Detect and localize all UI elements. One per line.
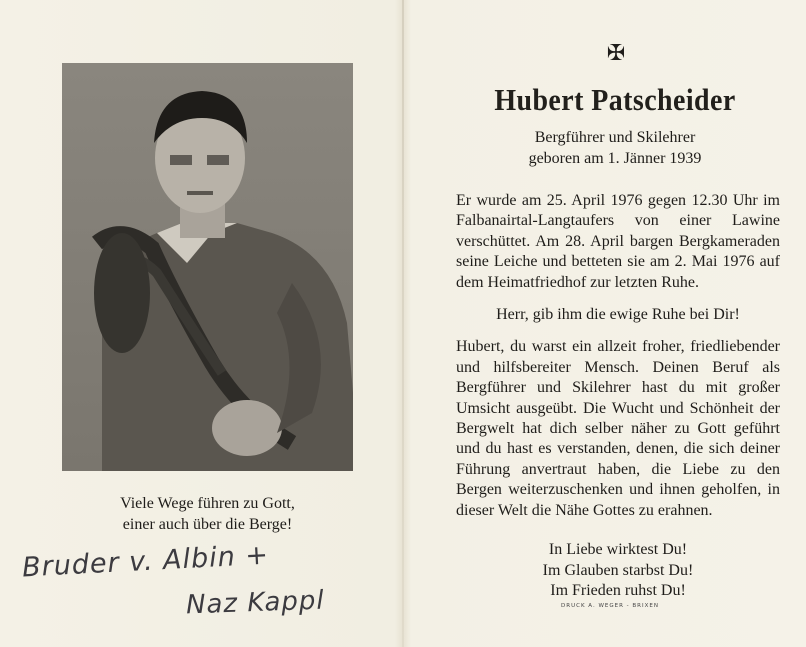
closing-verse bbox=[456, 540, 780, 602]
caption-line-2: einer auch über die Berge! bbox=[122, 516, 293, 533]
paragraph-tribute: Hubert, du warst ein allzeit froher, friedliebender und hilfsbereiter Mensch. Deinen Beruf als Bergführer und Skilehrer hast du mit großer Umsicht ausgeübt. Die Wucht und Schönheit der Bergwelt hat dich selber näher zu Gott geführt und du hast es verstanden, denen, die sich deiner Führung anvertraut haben, die Liebe zu den Bergen weiterzuschenken und ihnen geholfen, in dieser Welt die Nähe Gottes zu erahnen. bbox=[456, 338, 780, 519]
closing-line-2: Im Glauben starbst Du! bbox=[542, 561, 694, 579]
obituary-text bbox=[456, 191, 780, 533]
birth-date: geboren am 1. Jänner 1939 bbox=[528, 150, 702, 167]
deceased-name: Hubert Patscheider bbox=[494, 82, 736, 117]
profession: Bergführer und Skilehrer bbox=[534, 129, 696, 146]
handwritten-note-1: Bruder v. Albin + bbox=[21, 539, 270, 584]
closing-line-1: In Liebe wirktest Du! bbox=[548, 541, 688, 558]
closing-line-3: Im Frieden ruhst Du! bbox=[550, 582, 686, 599]
cross-icon: ✠ bbox=[606, 40, 626, 65]
prayer-line: Herr, gib ihm die ewige Ruhe bei Dir! bbox=[496, 306, 740, 324]
printer-imprint: DRUCK A. WEGER - BRIXEN bbox=[561, 603, 659, 609]
photo-caption bbox=[62, 493, 353, 535]
paragraph-death: Er wurde am 25. April 1976 gegen 12.30 Uhr im Falbanairtal-Langtaufers von einer Lawine verschüttet. Am 28. April bargen Bergkameraden seine Leiche und betteten sie am 2. Mai 1976 auf dem Heimatfriedhof zur letzten Ruhe. bbox=[456, 192, 780, 291]
handwritten-note-2: Naz Kappl bbox=[185, 585, 326, 621]
fold-line bbox=[402, 0, 404, 647]
portrait-photo bbox=[62, 63, 353, 471]
caption-line-1: Viele Wege führen zu Gott, bbox=[120, 495, 295, 512]
